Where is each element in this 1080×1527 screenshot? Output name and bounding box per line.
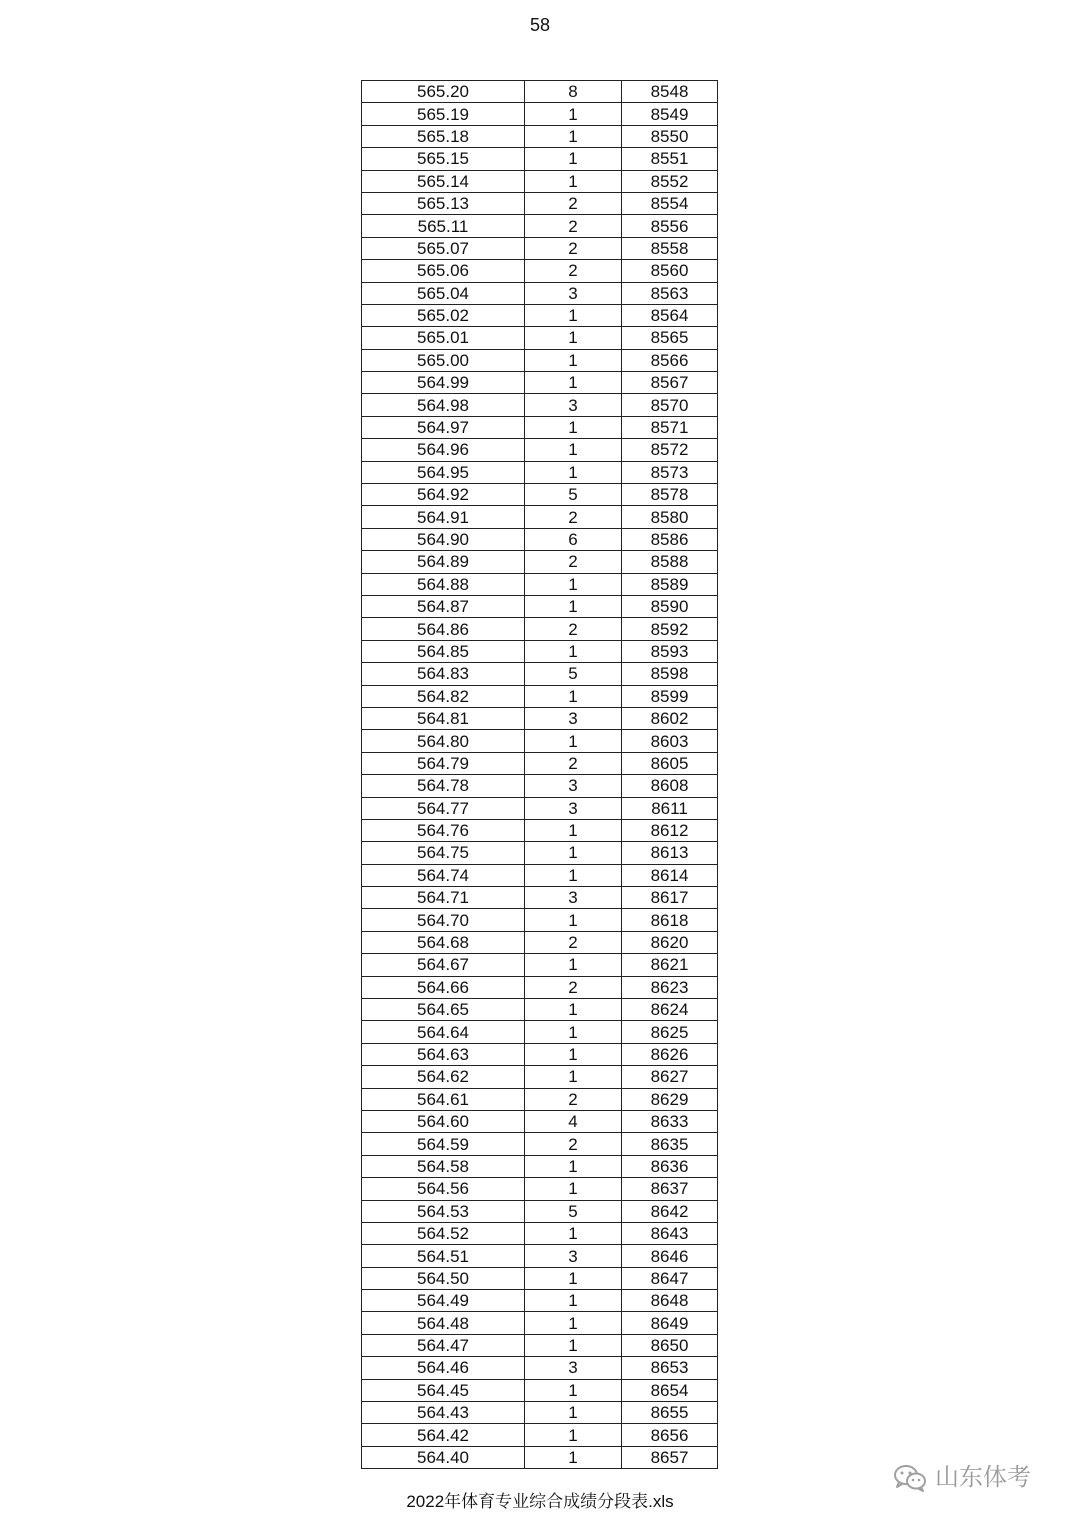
cumulative-cell: 8552 — [622, 170, 718, 192]
cumulative-cell: 8564 — [622, 304, 718, 326]
count-cell: 3 — [525, 1357, 622, 1379]
cumulative-cell: 8603 — [622, 730, 718, 752]
table-body — [362, 81, 718, 1469]
table-row — [362, 1334, 718, 1356]
count-cell: 1 — [525, 954, 622, 976]
cumulative-cell: 8635 — [622, 1133, 718, 1155]
cumulative-cell: 8599 — [622, 685, 718, 707]
count-cell: 2 — [525, 192, 622, 214]
score-cell: 564.86 — [362, 618, 525, 640]
score-cell: 564.91 — [362, 506, 525, 528]
table-row — [362, 461, 718, 483]
count-cell: 1 — [525, 1222, 622, 1244]
table-row — [362, 170, 718, 192]
count-cell: 3 — [525, 1245, 622, 1267]
count-cell: 1 — [525, 125, 622, 147]
score-cell: 564.52 — [362, 1222, 525, 1244]
cumulative-cell: 8629 — [622, 1088, 718, 1110]
table-row — [362, 1402, 718, 1424]
cumulative-cell: 8573 — [622, 461, 718, 483]
cumulative-cell: 8623 — [622, 976, 718, 998]
table-row — [362, 595, 718, 617]
score-cell: 564.65 — [362, 999, 525, 1021]
score-cell: 565.01 — [362, 327, 525, 349]
table-row — [362, 528, 718, 550]
score-cell: 564.43 — [362, 1402, 525, 1424]
table-row — [362, 282, 718, 304]
table-row — [362, 125, 718, 147]
count-cell: 2 — [525, 215, 622, 237]
score-cell: 564.64 — [362, 1021, 525, 1043]
count-cell: 2 — [525, 506, 622, 528]
score-cell: 564.66 — [362, 976, 525, 998]
score-cell: 564.46 — [362, 1357, 525, 1379]
watermark-text: 山东体考 — [935, 1464, 1031, 1491]
score-cell: 564.51 — [362, 1245, 525, 1267]
cumulative-cell: 8586 — [622, 528, 718, 550]
count-cell: 1 — [525, 1446, 622, 1468]
cumulative-cell: 8598 — [622, 663, 718, 685]
count-cell: 1 — [525, 1290, 622, 1312]
table-row — [362, 81, 718, 103]
count-cell: 5 — [525, 663, 622, 685]
cumulative-cell: 8602 — [622, 707, 718, 729]
footer-filename: 2022年体育专业综合成绩分段表.xls — [406, 1492, 674, 1511]
count-cell: 2 — [525, 1133, 622, 1155]
table-row — [362, 1066, 718, 1088]
count-cell: 2 — [525, 237, 622, 259]
score-cell: 565.07 — [362, 237, 525, 259]
score-cell: 564.98 — [362, 394, 525, 416]
count-cell: 2 — [525, 260, 622, 282]
score-cell: 564.75 — [362, 842, 525, 864]
table-row — [362, 842, 718, 864]
cumulative-cell: 8649 — [622, 1312, 718, 1334]
score-cell: 564.80 — [362, 730, 525, 752]
count-cell: 1 — [525, 1334, 622, 1356]
count-cell: 2 — [525, 618, 622, 640]
cumulative-cell: 8590 — [622, 595, 718, 617]
table-row — [362, 327, 718, 349]
count-cell: 1 — [525, 148, 622, 170]
cumulative-cell: 8550 — [622, 125, 718, 147]
count-cell: 1 — [525, 461, 622, 483]
table-row — [362, 1267, 718, 1289]
score-cell: 565.20 — [362, 81, 525, 103]
table-row — [362, 685, 718, 707]
score-cell: 564.99 — [362, 372, 525, 394]
count-cell: 1 — [525, 439, 622, 461]
count-cell: 1 — [525, 372, 622, 394]
table-row — [362, 1155, 718, 1177]
count-cell: 1 — [525, 1021, 622, 1043]
count-cell: 1 — [525, 819, 622, 841]
table-row — [362, 439, 718, 461]
score-cell: 564.60 — [362, 1110, 525, 1132]
score-cell: 564.53 — [362, 1200, 525, 1222]
score-cell: 565.19 — [362, 103, 525, 125]
cumulative-cell: 8627 — [622, 1066, 718, 1088]
cumulative-cell: 8563 — [622, 282, 718, 304]
table-row — [362, 864, 718, 886]
table-row — [362, 484, 718, 506]
table-row — [362, 215, 718, 237]
score-cell: 564.85 — [362, 640, 525, 662]
table-row — [362, 707, 718, 729]
cumulative-cell: 8618 — [622, 909, 718, 931]
count-cell: 1 — [525, 640, 622, 662]
count-cell: 5 — [525, 484, 622, 506]
count-cell: 5 — [525, 1200, 622, 1222]
table-row — [362, 192, 718, 214]
cumulative-cell: 8636 — [622, 1155, 718, 1177]
count-cell: 1 — [525, 999, 622, 1021]
table-row — [362, 1424, 718, 1446]
count-cell: 1 — [525, 1267, 622, 1289]
cumulative-cell: 8611 — [622, 797, 718, 819]
table-row — [362, 304, 718, 326]
cumulative-cell: 8620 — [622, 931, 718, 953]
table-row — [362, 1110, 718, 1132]
count-cell: 1 — [525, 304, 622, 326]
cumulative-cell: 8593 — [622, 640, 718, 662]
score-cell: 564.58 — [362, 1155, 525, 1177]
cumulative-cell: 8571 — [622, 416, 718, 438]
cumulative-cell: 8655 — [622, 1402, 718, 1424]
count-cell: 1 — [525, 416, 622, 438]
count-cell: 1 — [525, 573, 622, 595]
count-cell: 1 — [525, 595, 622, 617]
score-cell: 564.95 — [362, 461, 525, 483]
count-cell: 3 — [525, 775, 622, 797]
cumulative-cell: 8605 — [622, 752, 718, 774]
table-row — [362, 775, 718, 797]
cumulative-cell: 8642 — [622, 1200, 718, 1222]
table-row — [362, 999, 718, 1021]
count-cell: 1 — [525, 103, 622, 125]
score-cell: 564.92 — [362, 484, 525, 506]
score-cell: 565.18 — [362, 125, 525, 147]
table-row — [362, 1088, 718, 1110]
table-row — [362, 797, 718, 819]
score-cell: 564.96 — [362, 439, 525, 461]
table-row — [362, 372, 718, 394]
table-row — [362, 663, 718, 685]
table-row — [362, 819, 718, 841]
count-cell: 1 — [525, 1402, 622, 1424]
score-cell: 564.61 — [362, 1088, 525, 1110]
cumulative-cell: 8613 — [622, 842, 718, 864]
cumulative-cell: 8565 — [622, 327, 718, 349]
table-row — [362, 730, 718, 752]
score-cell: 564.89 — [362, 551, 525, 573]
table-row — [362, 394, 718, 416]
count-cell: 3 — [525, 394, 622, 416]
cumulative-cell: 8646 — [622, 1245, 718, 1267]
cumulative-cell: 8556 — [622, 215, 718, 237]
score-cell: 564.63 — [362, 1043, 525, 1065]
table-row — [362, 1379, 718, 1401]
score-cell: 564.78 — [362, 775, 525, 797]
score-cell: 564.48 — [362, 1312, 525, 1334]
count-cell: 2 — [525, 976, 622, 998]
score-cell: 564.47 — [362, 1334, 525, 1356]
cumulative-cell: 8654 — [622, 1379, 718, 1401]
score-cell: 564.49 — [362, 1290, 525, 1312]
cumulative-cell: 8621 — [622, 954, 718, 976]
cumulative-cell: 8650 — [622, 1334, 718, 1356]
score-cell: 564.90 — [362, 528, 525, 550]
table-row — [362, 1200, 718, 1222]
table-row — [362, 506, 718, 528]
score-cell: 564.40 — [362, 1446, 525, 1468]
count-cell: 1 — [525, 327, 622, 349]
count-cell: 2 — [525, 1088, 622, 1110]
cumulative-cell: 8624 — [622, 999, 718, 1021]
cumulative-cell: 8625 — [622, 1021, 718, 1043]
count-cell: 2 — [525, 551, 622, 573]
score-cell: 564.87 — [362, 595, 525, 617]
score-cell: 564.71 — [362, 887, 525, 909]
table-row — [362, 1312, 718, 1334]
table-row — [362, 1021, 718, 1043]
cumulative-cell: 8633 — [622, 1110, 718, 1132]
table-row — [362, 551, 718, 573]
table-row — [362, 954, 718, 976]
table-row — [362, 1043, 718, 1065]
cumulative-cell: 8612 — [622, 819, 718, 841]
count-cell: 1 — [525, 349, 622, 371]
count-cell: 3 — [525, 282, 622, 304]
cumulative-cell: 8548 — [622, 81, 718, 103]
score-cell: 565.14 — [362, 170, 525, 192]
cumulative-cell: 8637 — [622, 1178, 718, 1200]
count-cell: 1 — [525, 1178, 622, 1200]
count-cell: 1 — [525, 730, 622, 752]
table-row — [362, 416, 718, 438]
table-row — [362, 887, 718, 909]
table-row — [362, 573, 718, 595]
score-cell: 565.02 — [362, 304, 525, 326]
score-cell: 564.74 — [362, 864, 525, 886]
score-cell: 565.00 — [362, 349, 525, 371]
score-cell: 565.11 — [362, 215, 525, 237]
table-row — [362, 752, 718, 774]
cumulative-cell: 8617 — [622, 887, 718, 909]
count-cell: 1 — [525, 842, 622, 864]
count-cell: 1 — [525, 685, 622, 707]
cumulative-cell: 8558 — [622, 237, 718, 259]
cumulative-cell: 8608 — [622, 775, 718, 797]
table-row — [362, 909, 718, 931]
count-cell: 1 — [525, 1424, 622, 1446]
count-cell: 1 — [525, 1155, 622, 1177]
table-row — [362, 1446, 718, 1468]
count-cell: 3 — [525, 887, 622, 909]
table-row — [362, 931, 718, 953]
score-cell: 564.81 — [362, 707, 525, 729]
count-cell: 2 — [525, 752, 622, 774]
count-cell: 2 — [525, 931, 622, 953]
count-cell: 8 — [525, 81, 622, 103]
score-cell: 565.04 — [362, 282, 525, 304]
cumulative-cell: 8549 — [622, 103, 718, 125]
cumulative-cell: 8592 — [622, 618, 718, 640]
score-cell: 564.45 — [362, 1379, 525, 1401]
count-cell: 6 — [525, 528, 622, 550]
cumulative-cell: 8657 — [622, 1446, 718, 1468]
score-cell: 565.13 — [362, 192, 525, 214]
count-cell: 3 — [525, 707, 622, 729]
score-cell: 565.15 — [362, 148, 525, 170]
cumulative-cell: 8643 — [622, 1222, 718, 1244]
score-cell: 564.68 — [362, 931, 525, 953]
cumulative-cell: 8554 — [622, 192, 718, 214]
count-cell: 1 — [525, 1066, 622, 1088]
table-row — [362, 349, 718, 371]
table-row — [362, 1178, 718, 1200]
score-cell: 564.50 — [362, 1267, 525, 1289]
wechat-icon — [893, 1463, 927, 1493]
table-row — [362, 148, 718, 170]
page-number: 58 — [529, 15, 551, 35]
count-cell: 1 — [525, 864, 622, 886]
score-cell: 564.79 — [362, 752, 525, 774]
cumulative-cell: 8551 — [622, 148, 718, 170]
cumulative-cell: 8567 — [622, 372, 718, 394]
cumulative-cell: 8626 — [622, 1043, 718, 1065]
score-cell: 564.59 — [362, 1133, 525, 1155]
table-row — [362, 237, 718, 259]
count-cell: 1 — [525, 1379, 622, 1401]
table-row — [362, 1357, 718, 1379]
score-cell: 564.42 — [362, 1424, 525, 1446]
score-cell: 564.76 — [362, 819, 525, 841]
table-row — [362, 640, 718, 662]
watermark — [893, 1463, 1031, 1493]
cumulative-cell: 8648 — [622, 1290, 718, 1312]
count-cell: 1 — [525, 1312, 622, 1334]
cumulative-cell: 8653 — [622, 1357, 718, 1379]
count-cell: 1 — [525, 1043, 622, 1065]
table-row — [362, 1245, 718, 1267]
table-row — [362, 260, 718, 282]
score-distribution-table — [361, 80, 718, 1469]
table-row — [362, 1133, 718, 1155]
cumulative-cell: 8614 — [622, 864, 718, 886]
table-row — [362, 1222, 718, 1244]
count-cell: 1 — [525, 170, 622, 192]
cumulative-cell: 8560 — [622, 260, 718, 282]
score-cell: 564.56 — [362, 1178, 525, 1200]
cumulative-cell: 8588 — [622, 551, 718, 573]
count-cell: 4 — [525, 1110, 622, 1132]
score-cell: 564.62 — [362, 1066, 525, 1088]
table-row — [362, 1290, 718, 1312]
score-cell: 564.82 — [362, 685, 525, 707]
score-cell: 564.67 — [362, 954, 525, 976]
table-row — [362, 618, 718, 640]
score-cell: 564.97 — [362, 416, 525, 438]
table-row — [362, 976, 718, 998]
count-cell: 1 — [525, 909, 622, 931]
score-cell: 564.77 — [362, 797, 525, 819]
cumulative-cell: 8566 — [622, 349, 718, 371]
cumulative-cell: 8647 — [622, 1267, 718, 1289]
cumulative-cell: 8578 — [622, 484, 718, 506]
score-cell: 565.06 — [362, 260, 525, 282]
cumulative-cell: 8656 — [622, 1424, 718, 1446]
score-cell: 564.88 — [362, 573, 525, 595]
count-cell: 3 — [525, 797, 622, 819]
table-row — [362, 103, 718, 125]
score-cell: 564.83 — [362, 663, 525, 685]
score-cell: 564.70 — [362, 909, 525, 931]
cumulative-cell: 8589 — [622, 573, 718, 595]
cumulative-cell: 8572 — [622, 439, 718, 461]
cumulative-cell: 8580 — [622, 506, 718, 528]
cumulative-cell: 8570 — [622, 394, 718, 416]
